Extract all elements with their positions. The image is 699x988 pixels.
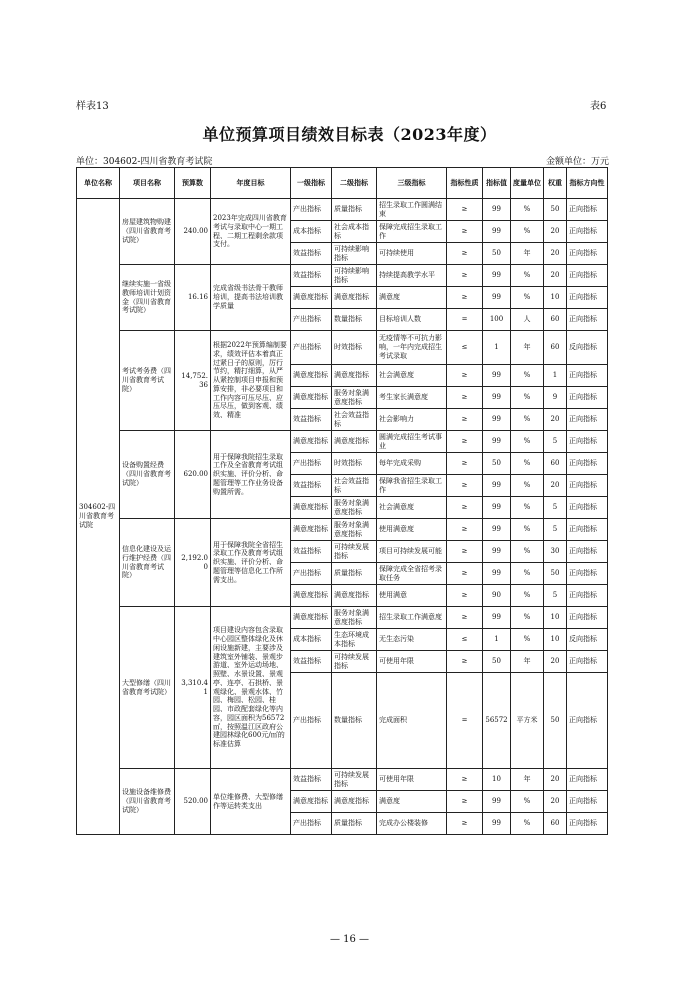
level1-indicator-cell: 产出指标 <box>291 309 332 331</box>
table-row <box>77 431 608 453</box>
column-header: 指标值 <box>483 168 511 199</box>
level2-indicator-cell: 可持续发展指标 <box>332 541 377 563</box>
indicator-value-cell: 1 <box>483 331 511 365</box>
level1-indicator-cell: 满意度指标 <box>291 519 332 541</box>
level3-indicator-cell: 项目可持续发展可能 <box>377 541 447 563</box>
indicator-direction-cell: 正向指标 <box>567 813 608 835</box>
measure-unit-cell: % <box>511 607 544 629</box>
column-header: 指标性质 <box>447 168 483 199</box>
indicator-direction-cell: 正向指标 <box>567 309 608 331</box>
level3-indicator-cell: 无疫情等不可抗力影响，一年内完成招生考试录取 <box>377 331 447 365</box>
indicator-direction-cell: 正向指标 <box>567 651 608 673</box>
indicator-nature-cell: ≤ <box>447 331 483 365</box>
weight-cell: 50 <box>544 199 567 221</box>
indicator-direction-cell: 正向指标 <box>567 265 608 287</box>
level2-indicator-cell: 服务对象满意度指标 <box>332 387 377 409</box>
indicator-direction-cell: 正向指标 <box>567 497 608 519</box>
measure-unit-cell: % <box>511 365 544 387</box>
indicator-nature-cell: ≥ <box>447 243 483 265</box>
column-header: 项目名称 <box>120 168 175 199</box>
indicator-direction-cell: 正向指标 <box>567 791 608 813</box>
indicator-nature-cell: ≥ <box>447 221 483 243</box>
indicator-value-cell: 99 <box>483 497 511 519</box>
level3-indicator-cell: 完成办公楼装修 <box>377 813 447 835</box>
measure-unit-cell: % <box>511 287 544 309</box>
level2-indicator-cell: 质量指标 <box>332 813 377 835</box>
column-header: 二级指标 <box>332 168 377 199</box>
project-name-cell: 考试考务费（四川省教育考试院） <box>120 331 175 431</box>
weight-cell: 20 <box>544 475 567 497</box>
level2-indicator-cell: 社会成本指标 <box>332 221 377 243</box>
indicator-nature-cell: ≥ <box>447 431 483 453</box>
indicator-nature-cell: ≥ <box>447 287 483 309</box>
level2-indicator-cell: 可持续影响指标 <box>332 265 377 287</box>
indicator-direction-cell: 反向指标 <box>567 331 608 365</box>
measure-unit-cell: % <box>511 221 544 243</box>
level3-indicator-cell: 可持续使用 <box>377 243 447 265</box>
measure-unit-cell: 年 <box>511 651 544 673</box>
measure-unit-cell: % <box>511 791 544 813</box>
measure-unit-cell: % <box>511 475 544 497</box>
level1-indicator-cell: 满意度指标 <box>291 585 332 607</box>
project-name-cell: 设备购置经费（四川省教育考试院） <box>120 431 175 519</box>
level3-indicator-cell: 完成面积 <box>377 673 447 769</box>
indicator-direction-cell: 正向指标 <box>567 243 608 265</box>
level3-indicator-cell: 社会满意度 <box>377 365 447 387</box>
column-header: 指标方向性 <box>567 168 608 199</box>
indicator-nature-cell: ≥ <box>447 607 483 629</box>
level2-indicator-cell: 社会效益指标 <box>332 475 377 497</box>
measure-unit-cell: % <box>511 813 544 835</box>
indicator-nature-cell: ≥ <box>447 387 483 409</box>
indicator-value-cell: 10 <box>483 769 511 791</box>
level2-indicator-cell: 数量指标 <box>332 673 377 769</box>
sample-table-label: 样表13 <box>76 101 109 112</box>
budget-cell: 14,752.36 <box>175 331 211 431</box>
level3-indicator-cell: 持续提高教学水平 <box>377 265 447 287</box>
unit-name-cell: 304602-四川省教育考试院 <box>77 199 120 835</box>
indicator-nature-cell: ≥ <box>447 585 483 607</box>
weight-cell: 10 <box>544 287 567 309</box>
weight-cell: 60 <box>544 813 567 835</box>
budget-cell: 2,192.00 <box>175 519 211 607</box>
table-body <box>77 199 608 835</box>
indicator-value-cell: 99 <box>483 541 511 563</box>
level2-indicator-cell: 质量指标 <box>332 199 377 221</box>
measure-unit-cell: 人 <box>511 309 544 331</box>
level2-indicator-cell: 可持续发展指标 <box>332 769 377 791</box>
indicator-direction-cell: 正向指标 <box>567 365 608 387</box>
measure-unit-cell: 年 <box>511 769 544 791</box>
budget-cell: 240.00 <box>175 199 211 265</box>
weight-cell: 50 <box>544 673 567 769</box>
project-name-cell: 继续实施一省级教师培训计划资金（四川省教育考试院） <box>120 265 175 331</box>
indicator-nature-cell: ≥ <box>447 453 483 475</box>
indicator-direction-cell: 正向指标 <box>567 563 608 585</box>
indicator-direction-cell: 正向指标 <box>567 387 608 409</box>
level3-indicator-cell: 满意度 <box>377 791 447 813</box>
indicator-value-cell: 90 <box>483 585 511 607</box>
table-row <box>77 519 608 541</box>
column-header: 年度目标 <box>211 168 291 199</box>
level3-indicator-cell: 考生家长满意度 <box>377 387 447 409</box>
indicator-nature-cell: ≥ <box>447 365 483 387</box>
table-number-label: 表6 <box>590 101 607 112</box>
indicator-direction-cell: 正向指标 <box>567 519 608 541</box>
level1-indicator-cell: 产出指标 <box>291 673 332 769</box>
level1-indicator-cell: 效益指标 <box>291 541 332 563</box>
level1-indicator-cell: 效益指标 <box>291 243 332 265</box>
level1-indicator-cell: 产出指标 <box>291 199 332 221</box>
annual-goal-cell: 2023年完成四川省教育考试与录取中心一期工程、二期工程剩余款项支付。 <box>211 199 291 265</box>
level2-indicator-cell: 满意度指标 <box>332 431 377 453</box>
annual-goal-cell: 用于保障我院招生录取工作及全省教育考试组织实施、评价分析、命题管理等工作业务设备购置所需。 <box>211 431 291 519</box>
indicator-value-cell: 99 <box>483 199 511 221</box>
level3-indicator-cell: 可使用年限 <box>377 651 447 673</box>
level2-indicator-cell: 社会效益指标 <box>332 409 377 431</box>
measure-unit-cell: % <box>511 265 544 287</box>
measure-unit-cell: % <box>511 629 544 651</box>
budget-cell: 520.00 <box>175 769 211 835</box>
indicator-value-cell: 56572 <box>483 673 511 769</box>
column-header: 三级指标 <box>377 168 447 199</box>
page-number: — 16 — <box>329 934 370 945</box>
indicator-value-cell: 99 <box>483 365 511 387</box>
level1-indicator-cell: 效益指标 <box>291 651 332 673</box>
column-header: 单位名称 <box>77 168 120 199</box>
column-header: 权重 <box>544 168 567 199</box>
level2-indicator-cell: 满意度指标 <box>332 365 377 387</box>
indicator-value-cell: 99 <box>483 431 511 453</box>
weight-cell: 60 <box>544 331 567 365</box>
annual-goal-cell: 根据2022年预算编制要求，绩效评估本着真正过紧日子的原则，厉行节约，精打细算，从严从紧控制项目申报和预算安排，非必要项目和工作内容可压尽压、应压尽压，做到客观、绩效、精准 <box>211 331 291 431</box>
budget-cell: 16.16 <box>175 265 211 331</box>
indicator-nature-cell: ≥ <box>447 769 483 791</box>
level1-indicator-cell: 成本指标 <box>291 221 332 243</box>
table-row <box>77 199 608 221</box>
annual-goal-cell: 单位维修费、大型修缮作等运转类支出 <box>211 769 291 835</box>
level1-indicator-cell: 产出指标 <box>291 813 332 835</box>
level1-indicator-cell: 满意度指标 <box>291 497 332 519</box>
level2-indicator-cell: 满意度指标 <box>332 585 377 607</box>
level1-indicator-cell: 产出指标 <box>291 453 332 475</box>
document-title: 单位预算项目绩效目标表（2023年度） <box>202 125 497 144</box>
weight-cell: 20 <box>544 651 567 673</box>
level3-indicator-cell: 圆满完成招生考试事业 <box>377 431 447 453</box>
indicator-value-cell: 99 <box>483 265 511 287</box>
level2-indicator-cell: 时效指标 <box>332 331 377 365</box>
weight-cell: 20 <box>544 221 567 243</box>
indicator-nature-cell: ≥ <box>447 497 483 519</box>
indicator-value-cell: 99 <box>483 475 511 497</box>
indicator-value-cell: 99 <box>483 813 511 835</box>
weight-cell: 10 <box>544 629 567 651</box>
level1-indicator-cell: 产出指标 <box>291 563 332 585</box>
level3-indicator-cell: 每年完成采购 <box>377 453 447 475</box>
level1-indicator-cell: 效益指标 <box>291 769 332 791</box>
indicator-nature-cell: ≥ <box>447 265 483 287</box>
level3-indicator-cell: 满意度 <box>377 287 447 309</box>
level2-indicator-cell: 可持续发展指标 <box>332 651 377 673</box>
level1-indicator-cell: 成本指标 <box>291 629 332 651</box>
level3-indicator-cell: 使用满意 <box>377 585 447 607</box>
indicator-value-cell: 99 <box>483 287 511 309</box>
level2-indicator-cell: 质量指标 <box>332 563 377 585</box>
weight-cell: 1 <box>544 365 567 387</box>
measure-unit-cell: % <box>511 387 544 409</box>
annual-goal-cell: 用于保障我院全省招生录取工作及教育考试组织实施、评价分析、命题管理等信息化工作所需支出。 <box>211 519 291 607</box>
table-row <box>77 769 608 791</box>
level2-indicator-cell: 满意度指标 <box>332 791 377 813</box>
weight-cell: 20 <box>544 243 567 265</box>
column-header: 度量单位 <box>511 168 544 199</box>
weight-cell: 20 <box>544 265 567 287</box>
budget-cell: 3,310.41 <box>175 607 211 769</box>
project-name-cell: 大型修缮（四川省教育考试院） <box>120 607 175 769</box>
weight-cell: 20 <box>544 409 567 431</box>
weight-cell: 30 <box>544 541 567 563</box>
indicator-direction-cell: 正向指标 <box>567 607 608 629</box>
indicator-nature-cell: ≥ <box>447 791 483 813</box>
level3-indicator-cell: 招生录取工作圆满结束 <box>377 199 447 221</box>
measure-unit-cell: % <box>511 453 544 475</box>
indicator-nature-cell: ≥ <box>447 651 483 673</box>
project-name-cell: 房屋建筑物购建（四川省教育考试院） <box>120 199 175 265</box>
level1-indicator-cell: 满意度指标 <box>291 387 332 409</box>
project-name-cell: 信息化建设及运行维护经费（四川省教育考试院） <box>120 519 175 607</box>
indicator-value-cell: 1 <box>483 629 511 651</box>
column-header: 预算数 <box>175 168 211 199</box>
indicator-nature-cell: ≥ <box>447 409 483 431</box>
level1-indicator-cell: 满意度指标 <box>291 365 332 387</box>
level2-indicator-cell: 时效指标 <box>332 453 377 475</box>
measure-unit-cell: % <box>511 497 544 519</box>
indicator-direction-cell: 正向指标 <box>567 769 608 791</box>
indicator-nature-cell: ≥ <box>447 475 483 497</box>
annual-goal-cell: 项目建设内容包含录取中心园区整体绿化及休闲设施新建，主要涉及建筑室外铺装、景观步游道、室外运动场地、照壁、水景设置、景观亭、连亭、石拱桥、景观绿化、景观水体、竹园、梅园、松园、桂园、市政配套绿化等内容，园区面积为56572㎡，按照温江区政府公建园林绿化600元/㎡的标准估算 <box>211 607 291 769</box>
indicator-value-cell: 100 <box>483 309 511 331</box>
level1-indicator-cell: 满意度指标 <box>291 791 332 813</box>
indicator-direction-cell: 正向指标 <box>567 199 608 221</box>
level2-indicator-cell: 服务对象满意度指标 <box>332 607 377 629</box>
indicator-direction-cell: 正向指标 <box>567 453 608 475</box>
indicator-value-cell: 99 <box>483 791 511 813</box>
measure-unit-cell: % <box>511 409 544 431</box>
indicator-direction-cell: 正向指标 <box>567 585 608 607</box>
weight-cell: 9 <box>544 387 567 409</box>
indicator-direction-cell: 正向指标 <box>567 221 608 243</box>
level3-indicator-cell: 社会满意度 <box>377 497 447 519</box>
indicator-nature-cell: ≥ <box>447 541 483 563</box>
level1-indicator-cell: 效益指标 <box>291 475 332 497</box>
level1-indicator-cell: 满意度指标 <box>291 607 332 629</box>
indicator-value-cell: 50 <box>483 651 511 673</box>
indicator-direction-cell: 正向指标 <box>567 475 608 497</box>
level1-indicator-cell: 效益指标 <box>291 409 332 431</box>
level3-indicator-cell: 保障完成全省招考录取任务 <box>377 563 447 585</box>
indicator-value-cell: 50 <box>483 243 511 265</box>
level2-indicator-cell: 服务对象满意度指标 <box>332 497 377 519</box>
indicator-value-cell: 99 <box>483 519 511 541</box>
amount-unit-label: 金额单位：万元 <box>546 157 610 167</box>
indicator-nature-cell: = <box>447 309 483 331</box>
level3-indicator-cell: 使用满意度 <box>377 519 447 541</box>
table-row <box>77 265 608 287</box>
annual-goal-cell: 完成省级书法骨干教师培训，提高书法培训教学质量 <box>211 265 291 331</box>
level3-indicator-cell: 无生态污染 <box>377 629 447 651</box>
indicator-nature-cell: ≥ <box>447 199 483 221</box>
indicator-direction-cell: 正向指标 <box>567 409 608 431</box>
column-header: 一级指标 <box>291 168 332 199</box>
level1-indicator-cell: 满意度指标 <box>291 287 332 309</box>
weight-cell: 5 <box>544 431 567 453</box>
level2-indicator-cell: 服务对象满意度指标 <box>332 519 377 541</box>
level2-indicator-cell: 数量指标 <box>332 309 377 331</box>
weight-cell: 60 <box>544 453 567 475</box>
level2-indicator-cell: 生态环境成本指标 <box>332 629 377 651</box>
indicator-nature-cell: ≥ <box>447 519 483 541</box>
level1-indicator-cell: 产出指标 <box>291 331 332 365</box>
level3-indicator-cell: 招生录取工作满意度 <box>377 607 447 629</box>
indicator-value-cell: 99 <box>483 221 511 243</box>
weight-cell: 20 <box>544 791 567 813</box>
indicator-direction-cell: 正向指标 <box>567 287 608 309</box>
indicator-value-cell: 99 <box>483 409 511 431</box>
indicator-value-cell: 50 <box>483 453 511 475</box>
measure-unit-cell: % <box>511 563 544 585</box>
level3-indicator-cell: 保障我省招生录取工作 <box>377 475 447 497</box>
level2-indicator-cell: 满意度指标 <box>332 287 377 309</box>
indicator-direction-cell: 正向指标 <box>567 541 608 563</box>
budget-cell: 620.00 <box>175 431 211 519</box>
indicator-direction-cell: 反向指标 <box>567 629 608 651</box>
weight-cell: 60 <box>544 309 567 331</box>
measure-unit-cell: 年 <box>511 243 544 265</box>
measure-unit-cell: % <box>511 431 544 453</box>
measure-unit-cell: 平方米 <box>511 673 544 769</box>
level1-indicator-cell: 满意度指标 <box>291 431 332 453</box>
measure-unit-cell: % <box>511 519 544 541</box>
level3-indicator-cell: 保障完成招生录取工作 <box>377 221 447 243</box>
table-row <box>77 331 608 365</box>
measure-unit-cell: 年 <box>511 331 544 365</box>
performance-target-table <box>76 167 608 835</box>
weight-cell: 5 <box>544 519 567 541</box>
indicator-nature-cell: ≥ <box>447 813 483 835</box>
indicator-value-cell: 99 <box>483 387 511 409</box>
measure-unit-cell: % <box>511 199 544 221</box>
level3-indicator-cell: 目标培训人数 <box>377 309 447 331</box>
weight-cell: 5 <box>544 497 567 519</box>
indicator-nature-cell: ≥ <box>447 563 483 585</box>
indicator-direction-cell: 正向指标 <box>567 673 608 769</box>
indicator-direction-cell: 正向指标 <box>567 431 608 453</box>
indicator-nature-cell: = <box>447 673 483 769</box>
measure-unit-cell: % <box>511 541 544 563</box>
measure-unit-cell: % <box>511 585 544 607</box>
weight-cell: 20 <box>544 769 567 791</box>
table-row <box>77 607 608 629</box>
level2-indicator-cell: 可持续影响指标 <box>332 243 377 265</box>
level3-indicator-cell: 可使用年限 <box>377 769 447 791</box>
table-header-row <box>77 168 608 199</box>
weight-cell: 50 <box>544 563 567 585</box>
unit-label: 单位：304602-四川省教育考试院 <box>76 157 213 167</box>
indicator-value-cell: 99 <box>483 607 511 629</box>
level3-indicator-cell: 社会影响力 <box>377 409 447 431</box>
project-name-cell: 设施设备维修费（四川省教育考试院） <box>120 769 175 835</box>
level1-indicator-cell: 效益指标 <box>291 265 332 287</box>
weight-cell: 5 <box>544 585 567 607</box>
weight-cell: 10 <box>544 607 567 629</box>
indicator-value-cell: 99 <box>483 563 511 585</box>
indicator-nature-cell: ≤ <box>447 629 483 651</box>
